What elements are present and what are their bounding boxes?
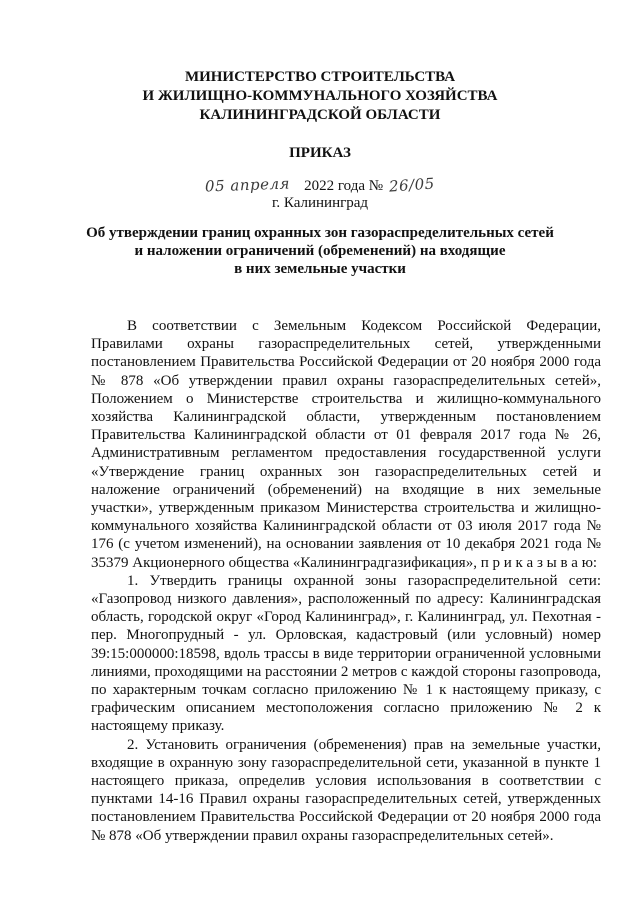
order-title: ПРИКАЗ bbox=[289, 145, 351, 161]
body-paragraph-item-2: 2. Установить ограничения (обременения) прав на земельные участки, входящие в охранную зону газораспределительной сети, указанной в пункте 1 настоящего приказа, определив условия использования в соответствии с пунктами 14-16 Правил охраны газораспределительных сетей, утвержденных постановлением Правительства Российской Федерации от 20 ноября 2000 года № 878 «Об утверждении правил охраны газораспределительных сетей». bbox=[91, 736, 601, 844]
order-subject-line-1: Об утверждении границ охранных зон газораспределительных сетей bbox=[86, 225, 554, 241]
order-body bbox=[91, 317, 601, 845]
ministry-header bbox=[0, 68, 640, 125]
order-city: г. Калининград bbox=[271, 195, 369, 211]
ministry-header-line-1: МИНИСТЕРСТВО СТРОИТЕЛЬСТВА bbox=[184, 69, 456, 85]
order-subject-line-2: и наложении ограничений (обременений) на входящие bbox=[134, 243, 506, 259]
order-date-line bbox=[0, 176, 640, 196]
order-subject bbox=[70, 224, 570, 278]
body-paragraph-preamble: В соответствии с Земельным Кодексом Российской Федерации, Правилами охраны газораспределительных сетей, утвержденными постановлением Правительства Российской Федерации от 20 ноября 2000 года № 878 «Об утверждении правил охраны газораспределительных сетей», Положением о Министерстве строительства и жилищно-коммунального хозяйства Калининградской области, утвержденным постановлением Правительства Калининградской области от 01 февраля 2017 года № 26, Административным регламентом предоставления государственной услуги «Утверждение границ охранных зон газораспределительных сетей и наложение ограничений (обременений) на входящие в них земельные участки», утвержденным приказом Министерства строительства и жилищно-коммунального хозяйства Калининградской области от 03 июля 2017 года № 176 (с учетом изменений), на основании заявления от 10 декабря 2021 года № 35379 Акционерного общества «Калининградгазификация», п р и к а з ы в а ю: bbox=[91, 318, 601, 571]
order-year-text: 2022 года № bbox=[304, 178, 384, 194]
handwritten-date: 05 апреля bbox=[204, 174, 291, 196]
handwritten-order-number: 26/05 bbox=[388, 174, 436, 196]
body-paragraph-item-1: 1. Утвердить границы охранной зоны газораспределительной сети: «Газопровод низкого давления», расположенный по адресу: Калининградская область, городской округ «Город Калининград», г. Калининград, ул. Пехотная - пер. Многопрудный - ул. Орловская, кадастровый (или условный) номер 39:15:000000:18598, вдоль трассы в виде территории ограниченной условными линиями, проходящими на расстоянии 2 метров с каждой стороны газопровода, по характерным точкам согласно приложению № 1 к настоящему приказу, с графическим описанием местоположения согласно приложению № 2 к настоящему приказу. bbox=[91, 572, 601, 735]
order-subject-line-3: в них земельные участки bbox=[234, 261, 406, 277]
ministry-header-line-3: КАЛИНИНГРАДСКОЙ ОБЛАСТИ bbox=[199, 107, 441, 123]
ministry-header-line-2: И ЖИЛИЩНО-КОММУНАЛЬНОГО ХОЗЯЙСТВА bbox=[142, 88, 498, 104]
